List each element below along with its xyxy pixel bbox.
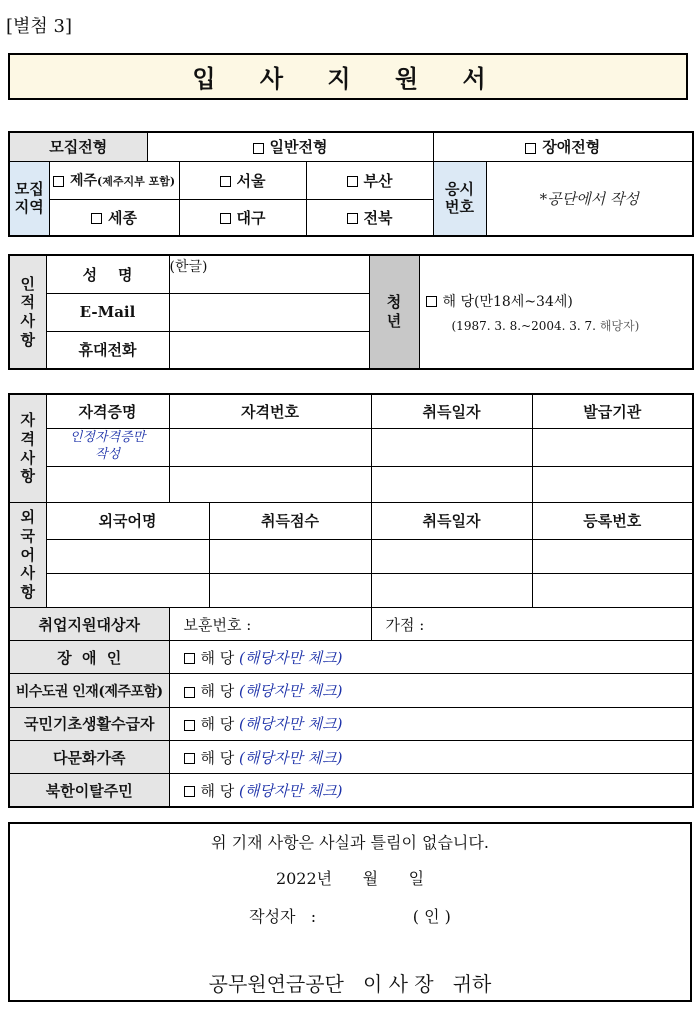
cert-date-field[interactable] — [371, 467, 532, 503]
region-seoul[interactable] — [179, 161, 306, 199]
cert-issuer-field[interactable] — [532, 467, 693, 503]
youth-range: (1987. 3. 8.~2004. 3. 7. — [451, 318, 596, 333]
cert-number-field[interactable] — [169, 467, 371, 503]
flag-label-disabled: 장 애 인 — [9, 641, 169, 674]
email-label: E-Mail — [46, 293, 169, 331]
support-points-label: 가점 : — [385, 615, 425, 634]
phone-field[interactable] — [169, 331, 369, 369]
title-box — [8, 53, 688, 100]
lang-regno-field[interactable] — [532, 573, 693, 607]
youth-label: 청 년 — [369, 255, 419, 369]
youth-cell[interactable] — [419, 255, 693, 369]
region-label-seoul: 서울 — [236, 171, 266, 190]
general-label: 일반전형 — [269, 138, 328, 157]
lang-name-field[interactable] — [46, 573, 209, 607]
checkbox-icon[interactable] — [347, 213, 358, 224]
lang-header-name: 외국어명 — [46, 503, 209, 539]
flag-note: (해당자만 체크) — [239, 715, 343, 734]
name-hint: (한글) — [169, 259, 208, 275]
flag-note: (해당자만 체크) — [239, 648, 343, 667]
flag-check-label: 해 당 — [200, 648, 235, 667]
declaration-box — [8, 822, 692, 1002]
lang-header-regno: 등록번호 — [532, 503, 693, 539]
lang-score-field[interactable] — [209, 539, 371, 573]
qualification-table — [8, 393, 694, 808]
support-cert-no-field[interactable] — [169, 607, 371, 640]
general-option[interactable] — [147, 132, 433, 161]
flag-label-defector: 북한이탈주민 — [9, 774, 169, 807]
support-cert-no-label: 보훈번호 : — [183, 615, 252, 634]
checkbox-icon[interactable] — [91, 213, 102, 224]
checkbox-icon[interactable] — [347, 176, 358, 187]
lang-header-score: 취득점수 — [209, 503, 371, 539]
flag-multicultural[interactable] — [169, 740, 693, 773]
region-label-daegu: 대구 — [236, 208, 266, 227]
declaration-statement: 위 기재 사항은 사실과 틀림이 없습니다. — [211, 833, 489, 852]
checkbox-icon[interactable] — [220, 213, 231, 224]
checkbox-icon[interactable] — [184, 753, 195, 764]
flag-check-label: 해 당 — [200, 781, 235, 800]
attachment-label: [별첨 3] — [6, 16, 72, 37]
flag-check-label: 해 당 — [200, 715, 235, 734]
flag-label-regional: 비수도권 인재(제주포함) — [9, 674, 169, 707]
region-sejong[interactable] — [49, 199, 179, 236]
checkbox-icon[interactable] — [184, 720, 195, 731]
flag-defector[interactable] — [169, 774, 693, 807]
cert-note: 인정자격증만 작성 — [46, 428, 169, 466]
flag-check-label: 해 당 — [200, 682, 235, 701]
region-label-jeju: 제주 — [69, 173, 98, 189]
checkbox-icon[interactable] — [184, 653, 195, 664]
lang-date-field[interactable] — [371, 573, 532, 607]
exam-no-label: 응시 번호 — [433, 161, 486, 236]
disabled-option[interactable] — [433, 132, 693, 161]
cert-name-field[interactable] — [46, 467, 169, 503]
flag-check-label: 해 당 — [200, 748, 235, 767]
checkbox-icon[interactable] — [184, 687, 195, 698]
region-daegu[interactable] — [179, 199, 306, 236]
region-label-sejong: 세종 — [108, 208, 137, 227]
flag-welfare[interactable] — [169, 707, 693, 740]
support-points-field[interactable] — [371, 607, 693, 640]
declaration-addressee: 공무원연금공단 이 사 장 귀하 — [208, 972, 492, 996]
checkbox-icon[interactable] — [426, 296, 437, 307]
cert-section-label: 자 격 사 항 — [9, 394, 46, 503]
recruit-type-label: 모집전형 — [9, 132, 147, 161]
flag-disabled[interactable] — [169, 641, 693, 674]
personal-section-label: 인 적 사 항 — [9, 255, 46, 369]
region-busan[interactable] — [306, 161, 433, 199]
personal-table — [8, 254, 694, 370]
region-jeonbuk[interactable] — [306, 199, 433, 236]
cert-number-field[interactable] — [169, 428, 371, 466]
support-label: 취업지원대상자 — [9, 607, 169, 640]
region-jeju[interactable] — [49, 161, 179, 199]
checkbox-icon[interactable] — [220, 176, 231, 187]
region-label-busan: 부산 — [363, 171, 393, 190]
flag-regional[interactable] — [169, 674, 693, 707]
lang-score-field[interactable] — [209, 573, 371, 607]
flag-note: (해당자만 체크) — [239, 748, 343, 767]
lang-name-field[interactable] — [46, 539, 209, 573]
cert-header-issuer: 발급기관 — [532, 394, 693, 428]
checkbox-icon[interactable] — [184, 786, 195, 797]
exam-no-note: *공단에서 작성 — [486, 161, 693, 236]
flag-note: (해당자만 체크) — [239, 682, 343, 701]
lang-regno-field[interactable] — [532, 539, 693, 573]
cert-header-date: 취득일자 — [371, 394, 532, 428]
disabled-label: 장애전형 — [542, 138, 601, 157]
youth-suffix: 해당자) — [599, 318, 640, 333]
name-field[interactable] — [169, 255, 369, 293]
lang-section-label: 외 국 어 사 항 — [9, 503, 46, 608]
recruit-table — [8, 131, 694, 237]
flag-label-multicultural: 다문화가족 — [9, 740, 169, 773]
cert-date-field[interactable] — [371, 428, 532, 466]
cert-header-name: 자격증명 — [46, 394, 169, 428]
flag-note: (해당자만 체크) — [239, 781, 343, 800]
youth-check-label: 해 당(만18세~34세) — [442, 293, 573, 310]
name-label: 성 명 — [46, 255, 169, 293]
declaration-writer[interactable]: 작성자 : ( 인 ) — [249, 907, 451, 926]
region-label: 모집 지역 — [9, 161, 49, 236]
phone-label: 휴대전화 — [46, 331, 169, 369]
cert-header-number: 자격번호 — [169, 394, 371, 428]
checkbox-icon[interactable] — [253, 143, 264, 154]
page-title: 입 사 지 원 서 — [192, 65, 504, 93]
declaration-date[interactable]: 2022년 월 일 — [275, 869, 425, 888]
flag-label-welfare: 국민기초생활수급자 — [9, 707, 169, 740]
checkbox-icon[interactable] — [525, 143, 536, 154]
lang-date-field[interactable] — [371, 539, 532, 573]
jeju-note: (제주지부 포함) — [97, 175, 176, 188]
region-label-jeonbuk: 전북 — [363, 208, 393, 227]
cert-issuer-field[interactable] — [532, 428, 693, 466]
lang-header-date: 취득일자 — [371, 503, 532, 539]
checkbox-icon[interactable] — [53, 176, 64, 187]
email-field[interactable] — [169, 293, 369, 331]
